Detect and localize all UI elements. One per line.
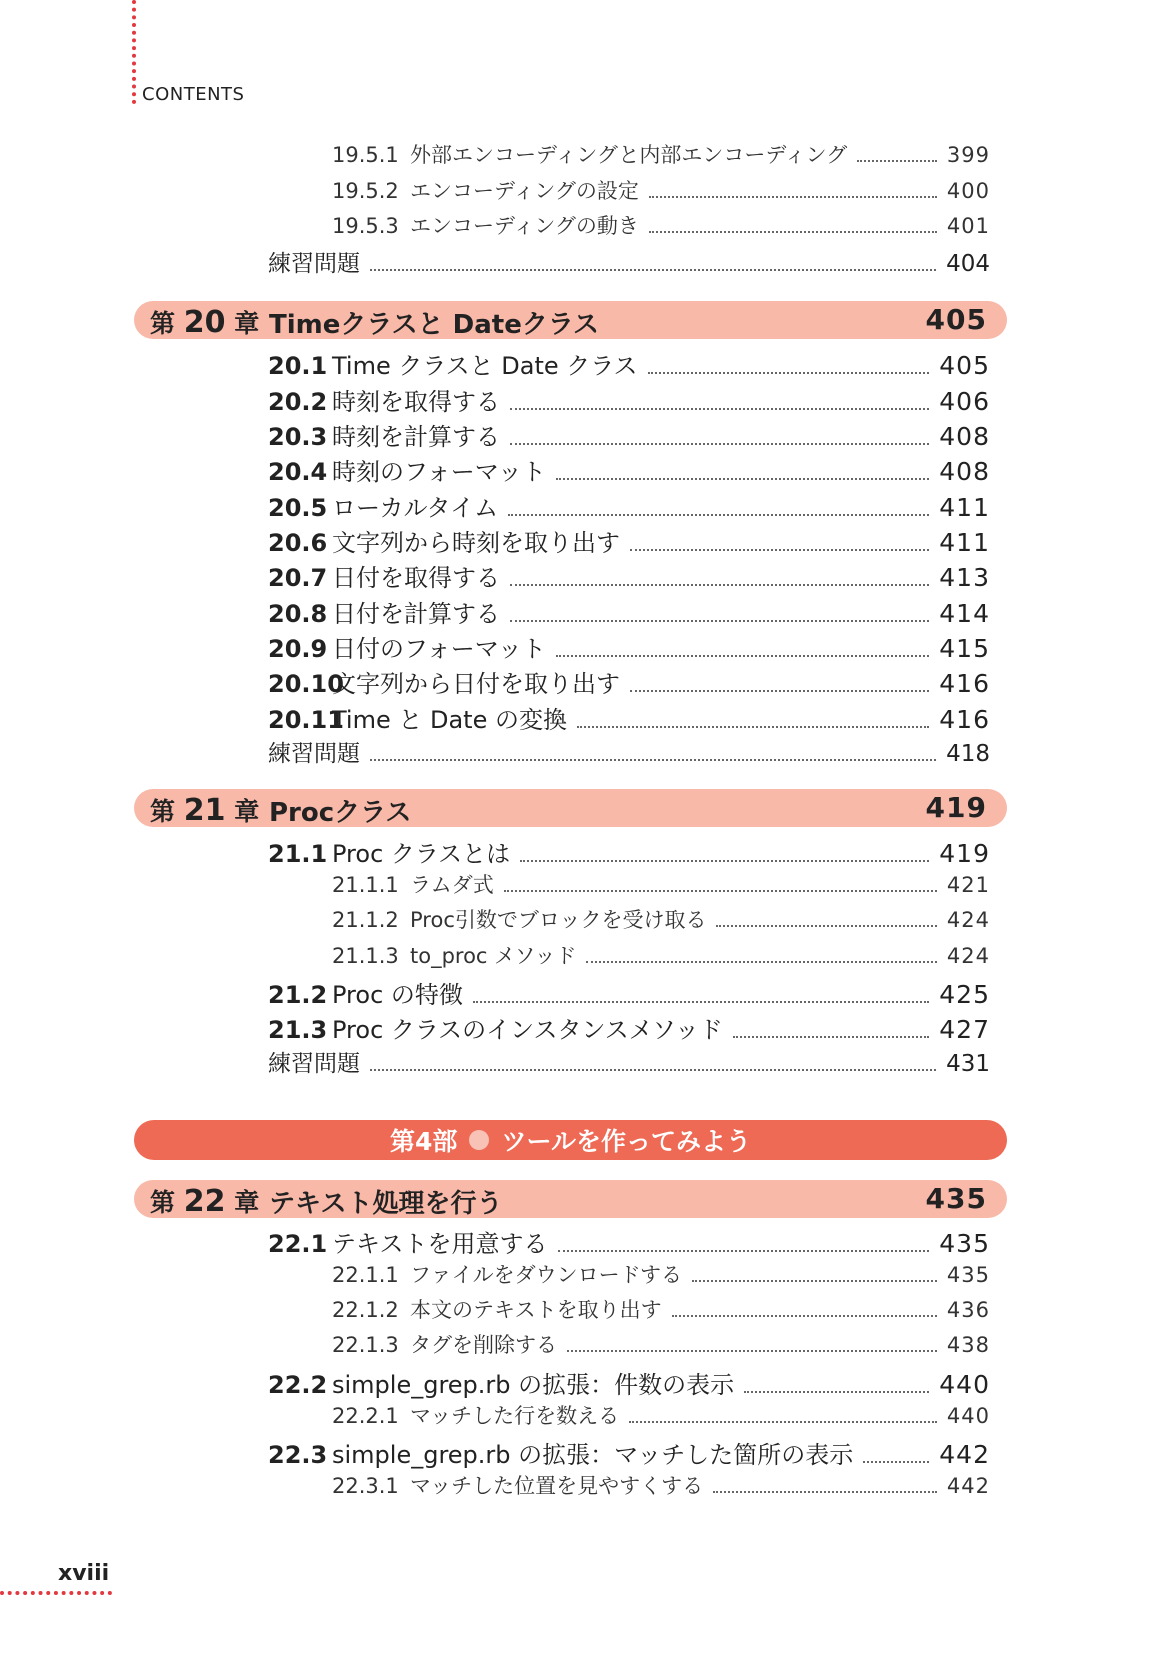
entry-page: 406	[939, 387, 990, 416]
dot-leader	[556, 478, 929, 480]
entry-page: 440	[939, 1370, 990, 1399]
entry-page: 416	[939, 669, 990, 698]
dot-leader	[649, 196, 937, 198]
entry-title: ローカルタイム	[332, 494, 499, 522]
entry-title: Proc クラスのインスタンスメソッド	[332, 1016, 723, 1044]
entry-number: 20.9	[268, 635, 328, 663]
section-entry[interactable]	[268, 1224, 990, 1259]
dot-leader	[586, 961, 936, 963]
subsection-entry[interactable]	[332, 1470, 990, 1500]
dot-leader	[504, 890, 937, 892]
chapter-heading-20[interactable]	[134, 301, 1007, 339]
entry-title: Time クラスと Date クラス	[332, 352, 638, 380]
subsection-entry[interactable]	[332, 210, 990, 240]
entry-number: 20.6	[268, 529, 328, 557]
chapter-heading-22[interactable]	[134, 1180, 1007, 1218]
entry-page: 411	[939, 528, 990, 557]
entry-title: マッチした位置を見やすくする	[410, 1474, 704, 1498]
entry-page: 400	[946, 179, 990, 203]
subsection-entry[interactable]	[332, 1294, 990, 1324]
section-entry[interactable]	[268, 975, 990, 1010]
entry-page: 438	[946, 1333, 990, 1357]
entry-number: 20.3	[268, 423, 328, 451]
chapter-title: Timeクラスと Dateクラス	[269, 310, 600, 340]
entry-page: 424	[946, 908, 990, 932]
entry-title: ファイルをダウンロードする	[410, 1263, 682, 1287]
subsection-entry[interactable]	[332, 139, 990, 169]
entry-title: 時刻のフォーマット	[332, 458, 546, 486]
dot-leader	[510, 620, 929, 622]
chapter-page: 435	[925, 1182, 987, 1215]
bullet-circle-icon	[469, 1130, 489, 1150]
entry-number: 21.2	[268, 981, 328, 1009]
entry-title: simple_grep.rb の拡張：件数の表示	[332, 1371, 735, 1399]
entry-page: 413	[939, 563, 990, 592]
entry-page: 442	[946, 1474, 990, 1498]
entry-page: 418	[946, 741, 990, 767]
dot-leader	[630, 690, 929, 692]
chapter-label: 第 22 章	[150, 1184, 260, 1219]
dot-leader	[473, 1001, 929, 1003]
entry-title: 時刻を取得する	[332, 388, 500, 416]
entry-number: 22.2	[268, 1371, 328, 1399]
section-entry[interactable]	[268, 523, 990, 558]
margin-dotted-rule-vertical	[132, 0, 136, 104]
dot-leader	[510, 443, 929, 445]
entry-number: 19.5.2	[332, 179, 399, 203]
dot-leader	[370, 1069, 936, 1071]
entry-page: 425	[939, 980, 990, 1009]
part-title: ツールを作ってみよう	[501, 1127, 751, 1156]
subsection-entry[interactable]	[332, 940, 990, 970]
margin-dotted-rule-horizontal	[0, 1591, 112, 1595]
section-entry[interactable]	[268, 700, 990, 735]
subsection-entry[interactable]	[332, 1400, 990, 1430]
entry-number: 19.5.3	[332, 214, 399, 238]
part-heading-4[interactable]	[134, 1120, 1007, 1160]
entry-page: 401	[946, 214, 990, 238]
running-head: CONTENTS	[142, 84, 245, 105]
entry-title: 日付のフォーマット	[332, 635, 546, 663]
entry-title: 日付を計算する	[332, 600, 500, 628]
chapter-page: 405	[925, 303, 987, 336]
dot-leader	[863, 1461, 929, 1463]
entry-number: 19.5.1	[332, 143, 399, 167]
dot-leader	[713, 1491, 937, 1493]
entry-title: 日付を取得する	[332, 564, 500, 592]
subsection-entry[interactable]	[332, 904, 990, 934]
entry-number: 22.1.3	[332, 1333, 399, 1357]
entry-number: 20.11	[268, 706, 344, 734]
chapter-title: テキスト処理を行う	[269, 1189, 503, 1219]
dot-leader	[649, 231, 937, 233]
entry-page: 415	[939, 634, 990, 663]
exercise-entry[interactable]	[268, 735, 990, 768]
section-entry[interactable]	[268, 1435, 990, 1470]
dot-leader	[370, 759, 936, 761]
entry-page: 419	[939, 839, 990, 868]
section-entry[interactable]	[268, 594, 990, 629]
subsection-entry[interactable]	[332, 1329, 990, 1359]
entry-number: 21.1.1	[332, 873, 399, 897]
page-number: xviii	[58, 1561, 110, 1586]
entry-title: 本文のテキストを取り出す	[410, 1298, 662, 1322]
entry-title: 練習問題	[268, 741, 360, 767]
dot-leader	[510, 408, 929, 410]
entry-page: 404	[946, 251, 990, 277]
entry-title: Time と Date の変換	[332, 706, 567, 734]
section-entry[interactable]	[268, 417, 990, 452]
dot-leader	[744, 1391, 929, 1393]
entry-title: 外部エンコーディングと内部エンコーディング	[410, 143, 848, 167]
dot-leader	[648, 372, 930, 374]
section-entry[interactable]	[268, 382, 990, 417]
dot-leader	[857, 160, 937, 162]
entry-number: 22.3.1	[332, 1474, 399, 1498]
exercise-entry[interactable]	[268, 245, 990, 278]
entry-page: 435	[939, 1229, 990, 1258]
entry-title: テキストを用意する	[332, 1230, 548, 1258]
section-entry[interactable]	[268, 834, 990, 869]
entry-number: 20.1	[268, 352, 328, 380]
dot-leader	[510, 584, 929, 586]
part-label: 第4部	[390, 1127, 458, 1156]
entry-title: ラムダ式	[410, 873, 494, 897]
chapter-heading-21[interactable]	[134, 789, 1007, 827]
dot-leader	[567, 1350, 937, 1352]
entry-page: 411	[939, 493, 990, 522]
chapter-label: 第 21 章	[150, 793, 260, 828]
dot-leader	[577, 726, 929, 728]
section-entry[interactable]	[268, 1365, 990, 1400]
dot-leader	[733, 1036, 929, 1038]
dot-leader	[558, 1250, 930, 1252]
section-entry[interactable]	[268, 558, 990, 593]
subsection-entry[interactable]	[332, 175, 990, 205]
entry-page: 440	[946, 1404, 990, 1428]
entry-title: マッチした行を数える	[410, 1404, 620, 1428]
chapter-label: 第 20 章	[150, 305, 260, 340]
entry-title: Proc クラスとは	[332, 840, 511, 868]
dot-leader	[520, 860, 929, 862]
entry-page: 436	[946, 1298, 990, 1322]
entry-page: 408	[939, 422, 990, 451]
entry-title: to_proc メソッド	[410, 944, 577, 968]
dot-leader	[692, 1280, 937, 1282]
dot-leader	[508, 514, 929, 516]
entry-number: 21.1	[268, 840, 328, 868]
entry-number: 22.1	[268, 1230, 328, 1258]
entry-title: タグを削除する	[410, 1333, 557, 1357]
dot-leader	[556, 655, 929, 657]
entry-number: 22.3	[268, 1441, 328, 1469]
entry-page: 414	[939, 599, 990, 628]
entry-number: 22.1.2	[332, 1298, 399, 1322]
entry-number: 20.4	[268, 458, 328, 486]
entry-page: 416	[939, 705, 990, 734]
entry-title: 時刻を計算する	[332, 423, 500, 451]
entry-number: 21.1.3	[332, 944, 399, 968]
entry-number: 20.10	[268, 670, 344, 698]
chapter-page: 419	[925, 791, 987, 824]
entry-title: エンコーディングの動き	[410, 214, 639, 238]
dot-leader	[370, 269, 936, 271]
section-entry[interactable]	[268, 1010, 990, 1045]
exercise-entry[interactable]	[268, 1045, 990, 1078]
section-entry[interactable]	[268, 452, 990, 487]
entry-page: 421	[946, 873, 990, 897]
entry-title: 文字列から時刻を取り出す	[332, 529, 620, 557]
entry-title: 練習問題	[268, 251, 360, 277]
subsection-entry[interactable]	[332, 1259, 990, 1289]
entry-title: 文字列から日付を取り出す	[332, 670, 620, 698]
entry-page: 408	[939, 457, 990, 486]
entry-number: 21.3	[268, 1016, 328, 1044]
section-entry[interactable]	[268, 664, 990, 699]
entry-number: 22.2.1	[332, 1404, 399, 1428]
entry-page: 405	[939, 351, 990, 380]
entry-title: Proc引数でブロックを受け取る	[410, 908, 707, 932]
entry-title: エンコーディングの設定	[410, 179, 639, 203]
entry-page: 399	[946, 143, 990, 167]
entry-number: 20.8	[268, 600, 328, 628]
dot-leader	[630, 549, 929, 551]
entry-title: simple_grep.rb の拡張：マッチした箇所の表示	[332, 1441, 854, 1469]
section-entry[interactable]	[268, 488, 990, 523]
dot-leader	[672, 1315, 937, 1317]
entry-number: 22.1.1	[332, 1263, 399, 1287]
entry-page: 424	[946, 944, 990, 968]
chapter-title: Procクラス	[269, 798, 412, 828]
section-entry[interactable]	[268, 346, 990, 381]
entry-number: 20.2	[268, 388, 328, 416]
entry-title: 練習問題	[268, 1051, 360, 1077]
entry-page: 427	[939, 1015, 990, 1044]
entry-page: 435	[946, 1263, 990, 1287]
dot-leader	[629, 1421, 937, 1423]
section-entry[interactable]	[268, 629, 990, 664]
entry-title: Proc の特徴	[332, 981, 463, 1009]
subsection-entry[interactable]	[332, 869, 990, 899]
entry-number: 20.7	[268, 564, 328, 592]
entry-number: 20.5	[268, 494, 328, 522]
entry-number: 21.1.2	[332, 908, 399, 932]
dot-leader	[716, 925, 936, 927]
entry-page: 431	[946, 1051, 990, 1077]
entry-page: 442	[939, 1440, 990, 1469]
